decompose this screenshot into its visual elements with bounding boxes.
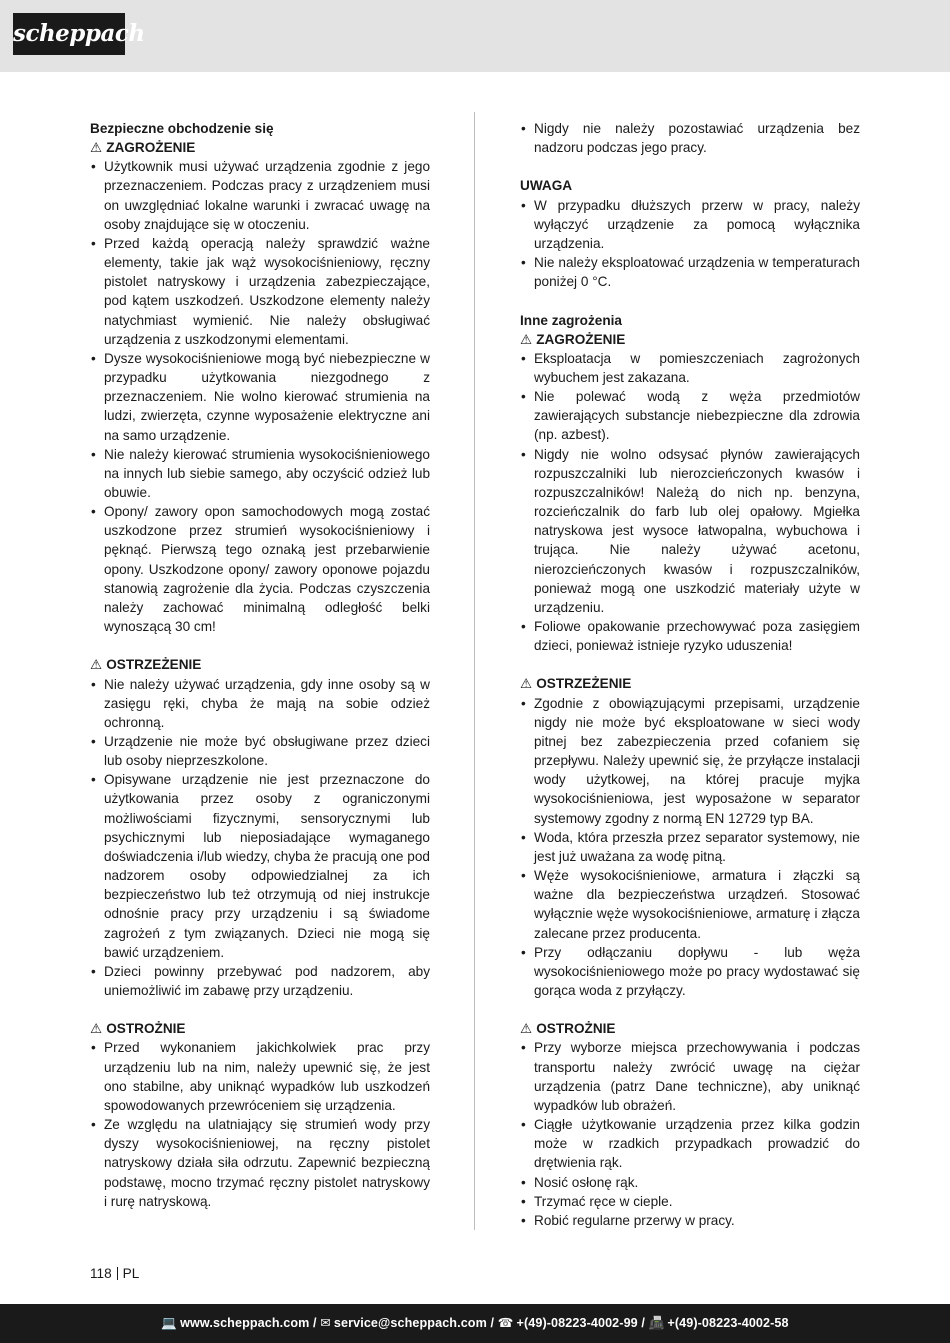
bullet-list xyxy=(520,349,860,656)
list-item: • Urządzenie nie może być obsługiwane przez dzieci lub osoby nieprzeszkolone. xyxy=(90,732,430,770)
list-item: • Ze względu na ulatniający się strumień wody przy dyszy wysokociśnieniowej, na ręczny pistolet natryskowy działa siła odrzutu. Zapewnić bezpieczną podstawę, mocno trzymać ręczny pistolet natryskowy i rurę natryskową. xyxy=(90,1115,430,1211)
list-item: • Woda, która przeszła przez separator systemowy, nie jest już uważana za wodę pitną. xyxy=(520,828,860,866)
list-item: • Nigdy nie należy pozostawiać urządzenia bez nadzoru podczas jego pracy. xyxy=(520,119,860,157)
section-title: UWAGA xyxy=(520,178,573,194)
bullet-list xyxy=(90,675,430,1001)
list-item: • Zgodnie z obowiązującymi przepisami, urządzenie nigdy nie może być eksploatowane w sieci wody pitnej bez zabezpieczenia przed cofaniem się przepływu. Należy upewnić się, że przyłącze instalacji wody użytkowej, na której pracuje myjka wysokociśnieniowa, jest wyposażone w separator systemowy zgodny z normą EN 12729 typ BA. xyxy=(520,694,860,828)
warning-heading: ⚠ OSTROŻNIE xyxy=(90,1021,186,1037)
list-item: • Przy wyborze miejsca przechowywania i podczas transportu należy zwrócić uwagę na ciężar urządzenia (patrz Dane techniczne), aby uniknąć wypadków lub obrażeń. xyxy=(520,1038,860,1115)
list-item: • Nie należy używać urządzenia, gdy inne osoby są w zasięgu ręki, chyba że mają na sobie odzież ochronną. xyxy=(90,675,430,732)
footer-website[interactable]: www.scheppach.com xyxy=(180,1316,310,1330)
list-item: • Robić regularne przerwy w pracy. xyxy=(520,1211,860,1230)
warning-triangle-icon: ⚠ xyxy=(520,676,533,692)
page-number xyxy=(90,1266,139,1281)
list-item: • Przed wykonaniem jakichkolwiek prac przy urządzeniu lub na nim, należy upewnić się, że jest ono stabilne, aby uniknąć wypadków lub uszkodzeń spowodowanych przewróceniem się urządzenia. xyxy=(90,1038,430,1115)
left-column xyxy=(90,119,430,1230)
footer-email[interactable]: service@scheppach.com xyxy=(333,1316,487,1330)
section-warning xyxy=(90,655,430,1000)
warning-heading: ⚠ OSTRZEŻENIE xyxy=(90,657,202,673)
column-divider xyxy=(474,112,475,1230)
phone-icon: ☎ xyxy=(497,1316,514,1330)
warning-triangle-icon: ⚠ xyxy=(90,657,103,673)
section-caution xyxy=(90,1019,430,1211)
warning-triangle-icon: ⚠ xyxy=(90,140,103,156)
list-item: • Użytkownik musi używać urządzenia zgodnie z jego przeznaczeniem. Podczas pracy z urządzeniem musi on uwzględniać lokalne warunki i zwracać uwagę na osoby znajdujące się w otoczeniu. xyxy=(90,157,430,234)
footer-fax: +(49)-08223-4002-58 xyxy=(667,1316,789,1330)
right-column xyxy=(520,119,860,1249)
warning-heading: ⚠ ZAGROŻENIE xyxy=(520,331,626,347)
section-warning xyxy=(520,674,860,1000)
list-item: • Trzymać ręce w cieple. xyxy=(520,1192,860,1211)
list-item: • Przed każdą operacją należy sprawdzić ważne elementy, takie jak wąż wysokociśnieniowy, ręczny pistolet natryskowy i urządzenia zabezpieczające, pod kątem uszkodzeń. Uszkodzone elementy należy natychmiast wymienić. Nie należy obsługiwać urządzenia z uszkodzonymi elementami. xyxy=(90,234,430,349)
warning-heading: ⚠ OSTRZEŻENIE xyxy=(520,676,632,692)
bullet-list xyxy=(90,157,430,636)
section-caution xyxy=(520,1019,860,1230)
bullet-list xyxy=(520,1038,860,1230)
list-item: • Ciągłe użytkowanie urządzenia przez kilka godzin może w rzadkich przypadkach prowadzić do drętwienia rąk. xyxy=(520,1115,860,1172)
scheppach-logo: scheppach xyxy=(13,13,125,55)
section-title: Bezpieczne obchodzenie się xyxy=(90,121,274,136)
section-safe-handling xyxy=(90,119,430,636)
list-item: • Opisywane urządzenie nie jest przeznaczone do użytkowania przez osoby z ograniczonymi możliwościami fizycznymi, sensorycznymi lub psychicznymi lub nieposiadające wymaganego doświadczenia i/lub wiedzy, chyba że pracują one pod nadzorem osoby odpowiedzialnej za ich bezpieczeństwo lub też otrzymują od niej instrukcje odnośnie pracy przy urządzeniu i są świadome zagrożeń z tym związanych. Dzieci nie mogą się bawić urządzeniem. xyxy=(90,770,430,962)
list-item: • Nosić osłonę rąk. xyxy=(520,1173,860,1192)
list-item: • Nigdy nie wolno odsysać płynów zawierających rozpuszczalniki lub nierozcieńczonych kwasów i rozpuszczalników! Należą do nich np. benzyna, rozcieńczalnik do farb lub olej opałowy. Mgiełka natryskowa jest wysoce łatwopalna, wybuchowa i trująca. Nie należy używać acetonu, nierozcieńczonych kwasów i rozpuszczalników, ponieważ mogą one uszkodzić materiały użyte w urządzeniu. xyxy=(520,445,860,617)
envelope-icon: ✉ xyxy=(320,1316,331,1330)
footer-contact-bar: 💻 www.scheppach.com / ✉ service@scheppach.com / ☎ +(49)-08223-4002-99 / 📠 +(49)-08223-4002-58 xyxy=(0,1304,950,1343)
computer-icon: 💻 xyxy=(161,1316,178,1330)
list-item: • Nie należy eksploatować urządzenia w temperaturach poniżej 0 °C. xyxy=(520,253,860,291)
list-item: • Opony/ zawory opon samochodowych mogą zostać uszkodzone przez strumień wysokociśnieniowy i pęknąć. Pierwszą tego oznaką jest przebarwienie opony. Uszkodzone opony/ zawory oponowe pojazdu stanowią zagrożenie dla życia. Podczas czyszczenia należy zachować minimalną odległość belki wynoszącą 30 cm! xyxy=(90,502,430,636)
bullet-list xyxy=(520,119,860,157)
page-number-value: 118 xyxy=(90,1266,112,1281)
list-item: • Foliowe opakowanie przechowywać poza zasięgiem dzieci, ponieważ istnieje ryzyko uduszenia! xyxy=(520,617,860,655)
list-item: • Dysze wysokociśnieniowe mogą być niebezpieczne w przypadku użytkowania niezgodnego z przeznaczeniem. Nie wolno kierować strumienia na ludzi, zwierzęta, czynne wyposażenie elektryczne ani na samo urządzenie. xyxy=(90,349,430,445)
list-item: • Przy odłączaniu dopływu - lub węża wysokociśnieniowego może po pracy wydostawać się gorąca woda z przyłączy. xyxy=(520,943,860,1000)
bullet-list xyxy=(90,1038,430,1210)
section-title: Inne zagrożenia xyxy=(520,312,622,328)
list-item: • Dzieci powinny przebywać pod nadzorem, aby uniemożliwić im zabawę przy urządzeniu. xyxy=(90,962,430,1000)
page-number-separator xyxy=(117,1267,118,1280)
list-item: • Eksploatacja w pomieszczeniach zagrożonych wybuchem jest zakazana. xyxy=(520,349,860,387)
warning-triangle-icon: ⚠ xyxy=(520,331,533,347)
list-item: • Nie należy kierować strumienia wysokociśnieniowego na innych lub siebie samego, aby oczyścić odzież lub obuwie. xyxy=(90,445,430,502)
warning-triangle-icon: ⚠ xyxy=(520,1021,533,1037)
section-note xyxy=(520,176,860,291)
warning-heading: ⚠ ZAGROŻENIE xyxy=(90,140,196,156)
section-continued xyxy=(520,119,860,157)
bullet-list xyxy=(520,196,860,292)
warning-triangle-icon: ⚠ xyxy=(90,1021,103,1037)
warning-heading: ⚠ OSTROŻNIE xyxy=(520,1021,616,1037)
footer-phone: +(49)-08223-4002-99 xyxy=(516,1316,638,1330)
fax-icon: 📠 xyxy=(648,1316,665,1330)
header-band xyxy=(0,0,950,72)
list-item: • W przypadku dłuższych przerw w pracy, należy wyłączyć urządzenie za pomocą wyłącznika urządzenia. xyxy=(520,196,860,253)
bullet-list xyxy=(520,694,860,1001)
language-code: PL xyxy=(122,1266,140,1281)
list-item: • Węże wysokociśnieniowe, armatura i złączki są ważne dla bezpieczeństwa urządzeń. Stosować wyłącznie węże wysokociśnieniowe, armaturę i złącza zalecane przez producenta. xyxy=(520,866,860,943)
list-item: • Nie polewać wodą z węża przedmiotów zawierających substancje niebezpieczne dla zdrowia (np. azbest). xyxy=(520,387,860,444)
section-other-hazards xyxy=(520,311,860,656)
